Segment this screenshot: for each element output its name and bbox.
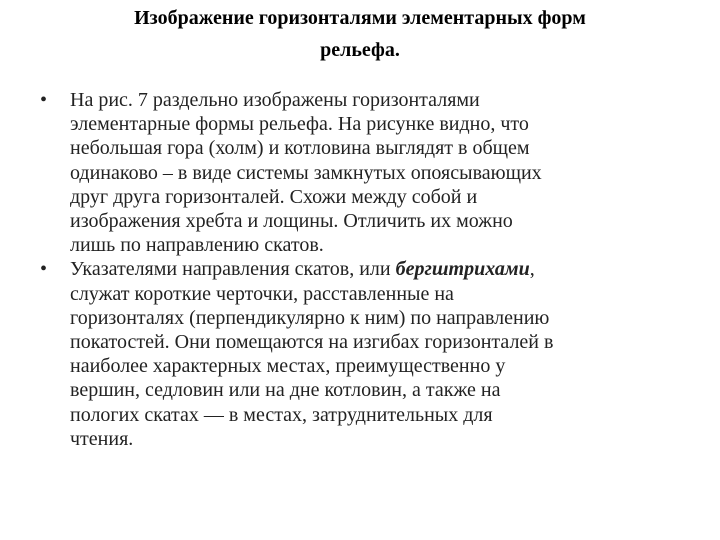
bullet-line: изображения хребта и лощины. Отличить их можно [70,210,513,233]
bullet-line: чтения. [70,427,134,450]
bullet-line: друг друга горизонталей. Схожи между собой и [70,185,478,208]
term-bergstrichs: бергштрихами [395,258,530,281]
bullet-line: лишь по направлению скатов. [70,234,324,257]
bullet-item [36,257,686,451]
bullet-line: наиболее характерных местах, преимущественно у [70,355,506,378]
bullet-line: служат короткие черточки, расставленные на [70,282,454,305]
bullet-item [36,88,686,257]
slide-title [60,2,660,66]
bullet-text: , [529,258,535,281]
bullet-line: пологих скатах — в местах, затруднительных для [70,403,493,426]
bullet-text: Указателями направления скатов, или [70,258,396,281]
bullet-list [36,88,686,451]
bullet-line: покатостей. Они помещаются на изгибах горизонталей в [70,331,554,354]
title-line: Изображение горизонталями элементарных форм [134,7,586,29]
bullet-line: горизонталях (перпендикулярно к ним) по направлению [70,306,550,329]
title-line: рельефа. [320,39,400,61]
bullet-line: На рис. 7 раздельно изображены горизонталями [70,89,480,111]
bullet-line: элементарные формы рельефа. На рисунке видно, что [70,113,529,136]
bullet-line: небольшая гора (холм) и котловина выглядят в общем [70,137,530,160]
bullet-dot-icon: • [40,258,48,281]
bullet-dot-icon: • [40,89,48,111]
bullet-line [70,257,686,281]
bullet-line: вершин, седловин или на дне котловин, а также на [70,379,501,402]
bullet-line: одинаково – в виде системы замкнутых опоясывающих [70,161,542,184]
